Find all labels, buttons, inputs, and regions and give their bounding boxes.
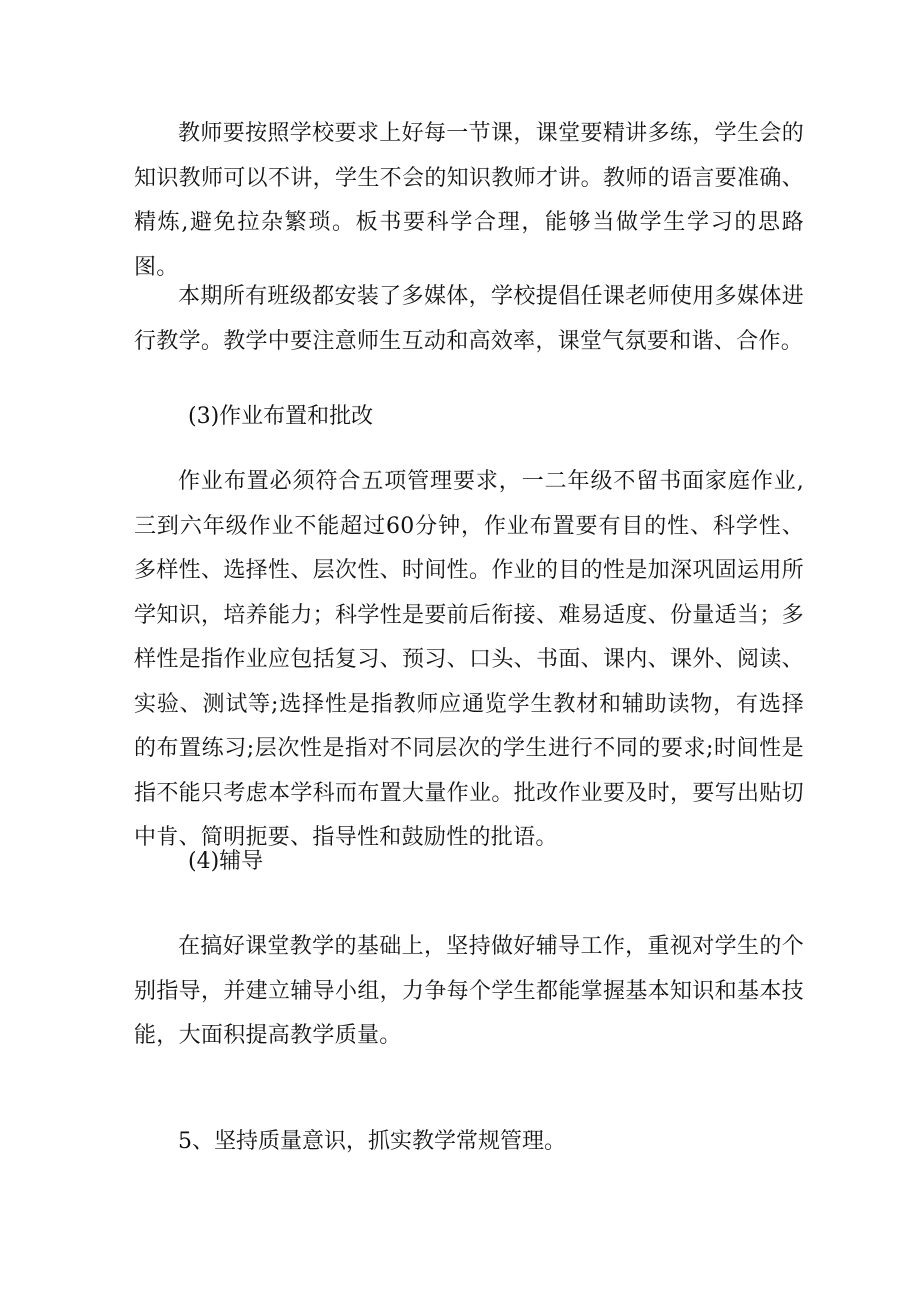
paragraph-multimedia: 本期所有班级都安装了多媒体，学校提倡任课老师使用多媒体进行教学。教学中要注意师生互动和高效率，课堂气氛要和谐、合作。	[134, 284, 804, 354]
paragraph-teaching: 教师要按照学校要求上好每一节课，课堂要精讲多练，学生会的知识教师可以不讲，学生不会的知识教师才讲。教师的语言要准确、精炼,避免拉杂繁琐。板书要科学合理，能够当做学生学习的思路图。	[134, 121, 804, 280]
paragraph-tutoring: 在搞好课堂教学的基础上，坚持做好辅导工作，重视对学生的个别指导，并建立辅导小组，力争每个学生都能掌握基本知识和基本技能，大面积提高教学质量。	[134, 934, 804, 1048]
heading-tutoring: (4)辅导	[188, 849, 264, 874]
paragraph-homework: 作业布置必须符合五项管理要求，一二年级不留书面家庭作业,三到六年级作业不能超过60分钟，作业布置要有目的性、科学性、多样性、选择性、层次性、时间性。作业的目的性是加深巩固运用所学知识，培养能力；科学性是要前后衔接、难易适度、份量适当；多样性是指作业应包括复习、预习、口头、书面、课内、课外、阅读、实验、测试等;选择性是指教师应通览学生教材和辅助读物，有选择的布置练习;层次性是指对不同层次的学生进行不同的要求;时间性是指不能只考虑本学科而布置大量作业。批改作业要及时，要写出贴切中肯、简明扼要、指导性和鼓励性的批语。	[134, 469, 804, 850]
heading-quality: 5、坚持质量意识，抓实教学常规管理。	[178, 1129, 566, 1154]
heading-homework: (3)作业布置和批改	[188, 404, 374, 429]
